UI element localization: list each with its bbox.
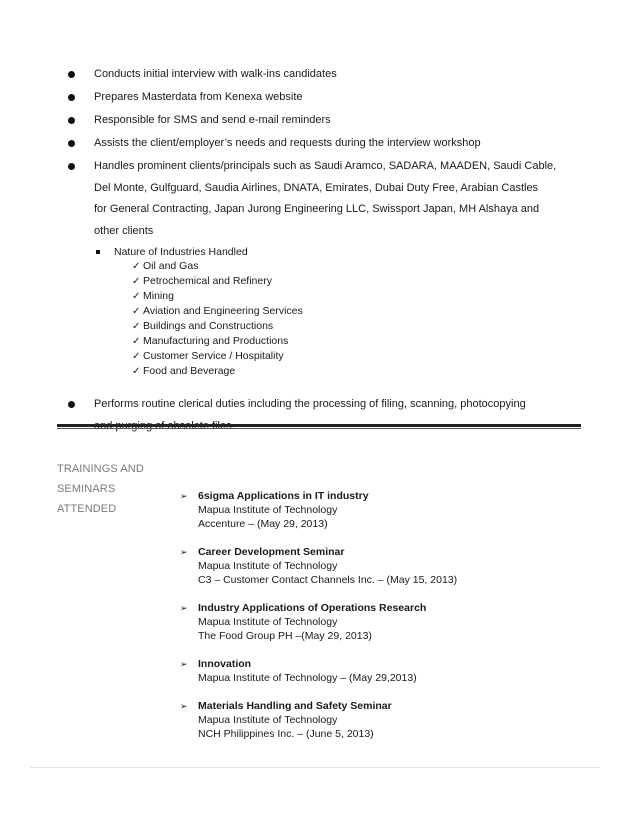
list-item <box>64 156 594 391</box>
duty-line: for General Contracting, Japan Jurong Engineering LLC, Swissport Japan, MH Alshaya and <box>94 203 540 215</box>
industry-checklist <box>114 259 594 379</box>
industry-item: ✓ Mining <box>132 290 174 302</box>
duty-line: other clients <box>94 224 154 237</box>
training-detail: The Food Group PH –(May 29, 2013) <box>198 630 372 642</box>
training-item <box>180 657 600 685</box>
industries-list <box>94 245 594 379</box>
section-heading: TRAININGS AND SEMINARS ATTENDED <box>57 463 144 515</box>
arrow-bullet-icon: ➢ <box>180 701 188 711</box>
list-item <box>64 133 594 153</box>
training-title: Innovation <box>198 658 252 670</box>
bullet-icon <box>68 401 75 408</box>
industry-item: ✓ Oil and Gas <box>132 260 199 272</box>
arrow-bullet-icon: ➢ <box>180 603 188 613</box>
industries-heading-item <box>94 245 594 379</box>
duty-line: Handles prominent clients/principals such as Saudi Aramco, SADARA, MAADEN, Saudi Cable, <box>94 160 557 172</box>
checkmark-icon: ✓ <box>132 261 141 272</box>
list-item <box>64 394 594 437</box>
training-item <box>180 699 600 741</box>
training-detail: NCH Philippines Inc. – (June 5, 2013) <box>198 728 374 740</box>
checkmark-icon: ✓ <box>132 276 141 287</box>
training-detail: Mapua Institute of Technology <box>198 560 338 572</box>
duty-line: Performs routine clerical duties including the processing of filing, scanning, photocopying <box>94 398 526 410</box>
industry-item: ✓ Aviation and Engineering Services <box>132 305 303 317</box>
training-detail: Mapua Institute of Technology – (May 29,2013) <box>198 672 417 684</box>
duties-list <box>64 64 594 440</box>
bullet-icon <box>68 140 75 147</box>
bullet-icon <box>68 71 75 78</box>
checkmark-icon: ✓ <box>132 291 141 302</box>
industry-item: ✓ Food and Beverage <box>132 365 236 377</box>
duty-text: Responsible for SMS and send e-mail reminders <box>94 114 331 126</box>
section-divider-thin <box>57 428 581 429</box>
industry-item: ✓ Buildings and Constructions <box>132 320 274 332</box>
training-title: 6sigma Applications in IT industry <box>198 490 369 502</box>
training-title: Materials Handling and Safety Seminar <box>198 700 392 712</box>
bullet-icon <box>68 94 75 101</box>
training-item <box>180 489 600 531</box>
list-item <box>64 64 594 84</box>
checkmark-icon: ✓ <box>132 306 141 317</box>
duty-text: Prepares Masterdata from Kenexa website <box>94 91 303 103</box>
arrow-bullet-icon: ➢ <box>180 659 188 669</box>
duty-text: Conducts initial interview with walk-ins candidates <box>94 68 337 80</box>
training-item <box>180 545 600 587</box>
training-item <box>180 601 600 643</box>
duty-text: Assists the client/employer’s needs and requests during the interview workshop <box>94 137 481 149</box>
bullet-icon <box>68 163 75 170</box>
list-item <box>64 87 594 107</box>
training-detail: Accenture – (May 29, 2013) <box>198 518 328 530</box>
duty-line: Del Monte, Gulfguard, Saudia Airlines, DNATA, Emirates, Dubai Duty Free, Arabian Castles <box>94 181 539 194</box>
page-footer-divider <box>30 767 600 768</box>
arrow-bullet-icon: ➢ <box>180 547 188 557</box>
training-detail: Mapua Institute of Technology <box>198 616 338 628</box>
checkmark-icon: ✓ <box>132 321 141 332</box>
industry-item: ✓ Petrochemical and Refinery <box>132 275 272 287</box>
industry-item: ✓ Manufacturing and Productions <box>132 335 289 347</box>
checkmark-icon: ✓ <box>132 336 141 347</box>
arrow-bullet-icon: ➢ <box>180 491 188 501</box>
checkmark-icon: ✓ <box>132 351 141 362</box>
training-title: Career Development Seminar <box>198 546 345 558</box>
checkmark-icon: ✓ <box>132 366 141 377</box>
industries-heading: Nature of Industries Handled <box>114 246 248 258</box>
training-detail: C3 – Customer Contact Channels Inc. – (May 15, 2013) <box>198 574 458 586</box>
industry-item: ✓ Customer Service / Hospitality <box>132 350 284 362</box>
training-detail: Mapua Institute of Technology <box>198 714 338 726</box>
trainings-list <box>180 489 600 741</box>
section-divider <box>57 424 581 427</box>
bullet-icon <box>68 117 75 124</box>
list-item <box>64 110 594 130</box>
training-detail: Mapua Institute of Technology <box>198 504 338 516</box>
training-title: Industry Applications of Operations Research <box>198 602 427 614</box>
square-bullet-icon <box>96 250 100 254</box>
